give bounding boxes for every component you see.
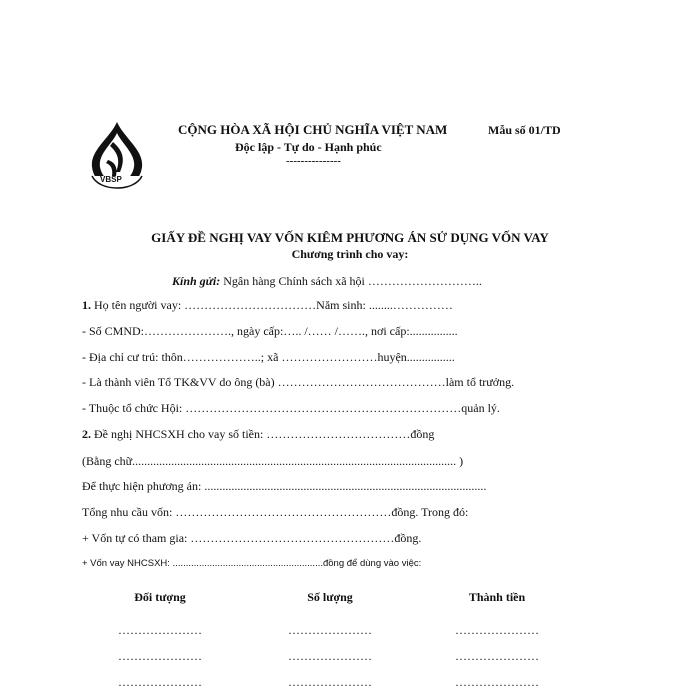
form-line-4 bbox=[82, 375, 514, 390]
table-cell: ………………… bbox=[455, 649, 539, 663]
line-text: Đề nghị NHCSXH cho vay số tiền: ………………………………đồng bbox=[94, 427, 435, 441]
addressee-label: Kính gửi: bbox=[172, 274, 221, 288]
form-code: Mẫu số 01/TD bbox=[488, 123, 561, 137]
table-cell: ………………… bbox=[288, 649, 372, 663]
table-cell: ………………… bbox=[455, 623, 539, 637]
line-text: - Số CMND:…………………., ngày cấp:….. /…… /……., nơi cấp:................ bbox=[82, 324, 458, 338]
line-text: - Thuộc tổ chức Hội: ……………………………………………………………quản lý. bbox=[82, 401, 500, 415]
form-line-7 bbox=[82, 454, 463, 469]
line-text: Họ tên người vay: ……………………………Năm sinh: ........…………… bbox=[94, 298, 453, 312]
table-header-object: Đối tượng bbox=[134, 590, 186, 604]
form-line-6 bbox=[82, 427, 434, 442]
line-number: 2. bbox=[82, 427, 91, 441]
form-line-2 bbox=[82, 324, 458, 339]
line-text: Để thực hiện phương án: .............................................................................................. bbox=[82, 479, 487, 493]
table-cell: ………………… bbox=[288, 623, 372, 637]
table-cell: ………………… bbox=[118, 675, 202, 689]
table-cell: ………………… bbox=[118, 623, 202, 637]
form-line-8 bbox=[82, 479, 486, 494]
addressee-text: Ngân hàng Chính sách xã hội ……………………….. bbox=[223, 274, 482, 288]
motto: Độc lập - Tự do - Hạnh phúc bbox=[235, 140, 382, 154]
table-header-quantity: Số lượng bbox=[307, 590, 353, 604]
form-line-1 bbox=[82, 298, 453, 313]
addressee bbox=[172, 274, 482, 289]
table-cell: ………………… bbox=[455, 675, 539, 689]
line-text: + Vốn tự có tham gia: ……………………………………………đồng. bbox=[82, 531, 422, 545]
motto-separator: --------------- bbox=[286, 155, 341, 167]
form-line-10 bbox=[82, 531, 421, 546]
table-cell: ………………… bbox=[288, 675, 372, 689]
form-line-5 bbox=[82, 401, 500, 416]
line-text: (Bằng chữ............................................................................................................ ) bbox=[82, 454, 464, 468]
program-label: Chương trình cho vay: bbox=[291, 247, 409, 261]
document-title bbox=[0, 230, 700, 246]
document-title-text: GIẤY ĐỀ NGHỊ VAY VỐN KIÊM PHƯƠNG ÁN SỬ DỤNG VỐN VAY bbox=[151, 230, 549, 245]
table-header-amount: Thành tiền bbox=[468, 590, 526, 604]
logo-text: VBSP bbox=[100, 175, 122, 184]
form-line-3 bbox=[82, 350, 455, 365]
form-line-9 bbox=[82, 505, 468, 520]
line-text: - Là thành viên Tổ TK&VV do ông (bà) ……………………………………làm tổ trưởng. bbox=[82, 375, 515, 389]
line-text: - Địa chỉ cư trú: thôn………………..; xã ……………………huyện................ bbox=[82, 350, 455, 364]
form-line-11: + Vốn vay NHCSXH: .........................................................đồng để dùng vào việc: bbox=[82, 558, 422, 569]
line-number: 1. bbox=[82, 298, 91, 312]
country-name: CỘNG HÒA XÃ HỘI CHỦ NGHĨA VIỆT NAM bbox=[178, 122, 448, 137]
line-text: Tổng nhu cầu vốn: ………………………………………………đồng. Trong đó: bbox=[82, 505, 469, 519]
table-cell: ………………… bbox=[118, 649, 202, 663]
